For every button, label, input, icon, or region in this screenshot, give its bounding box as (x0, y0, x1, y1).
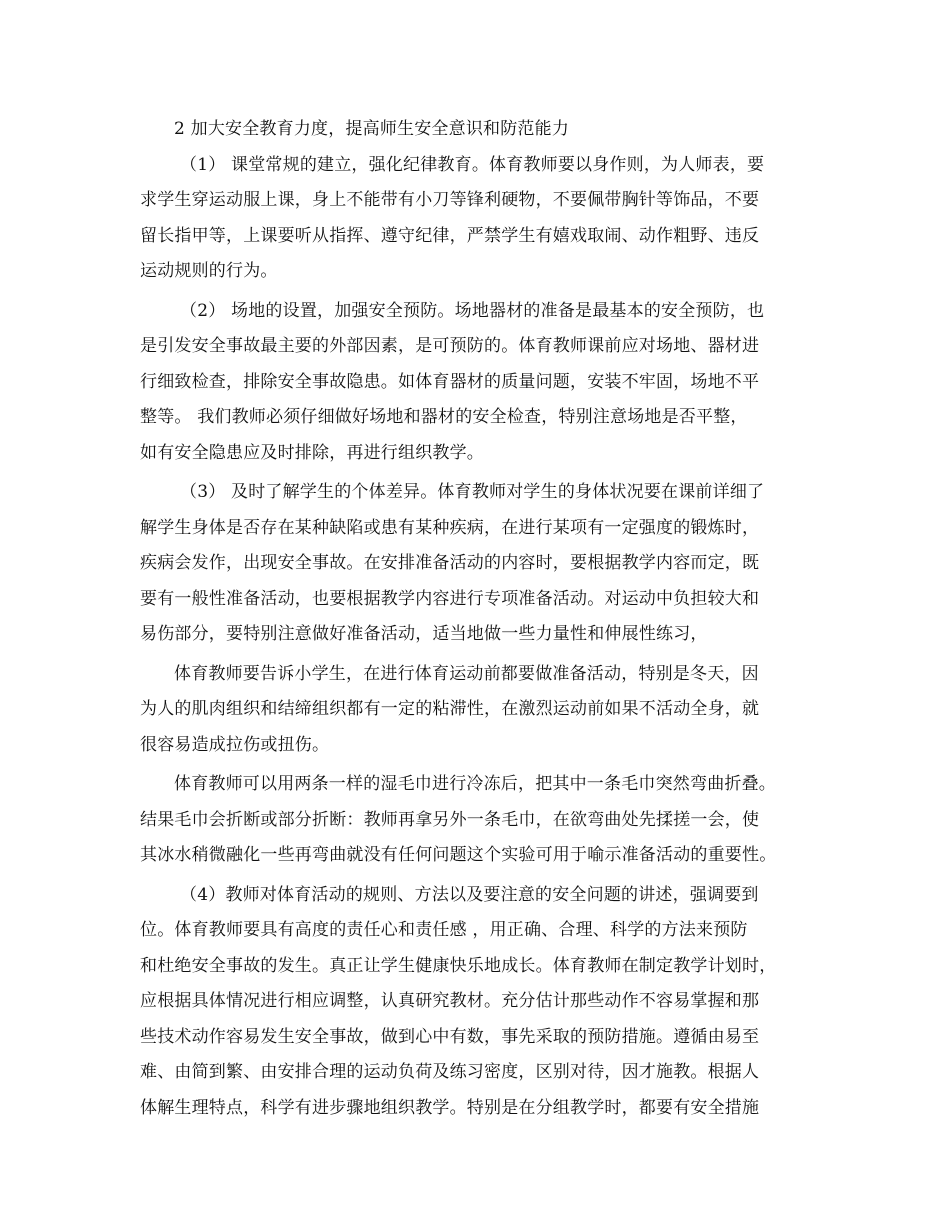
paragraph-2 (140, 294, 820, 472)
paragraph-line: 求学生穿运动服上课，身上不能带有小刀等锋利硬物，不要佩带胸针等饰品，不要 (140, 190, 760, 210)
paragraph-line: 些技术动作容易发生安全事故，做到心中有数，事先采取的预防措施。遵循由易至 (140, 1026, 760, 1047)
paragraph-line: 如有安全隐患应及时排除，再进行组织教学。 (140, 442, 484, 463)
paragraph-line: （1） 课堂常规的建立，强化纪律教育。体育教师要以身作则，为人师表，要 (180, 154, 765, 175)
paragraph-line: 应根据具体情况进行相应调整，认真研究教材。充分估计那些动作不容易掌握和那 (140, 991, 760, 1011)
paragraph-5 (140, 767, 820, 874)
paragraph-line: 疾病会发作，出现安全事故。在安排准备活动的内容时，要根据教学内容而定，既 (140, 553, 760, 573)
paragraph-4 (140, 657, 820, 764)
paragraph-6 (140, 878, 820, 1127)
paragraph-line: 整等。 我们教师必须仔细做好场地和器材的安全检查，特别注意场地是否平整， (140, 407, 748, 427)
paragraph-line: 运动规则的行为。 (140, 261, 278, 281)
paragraph-line: 很容易造成拉伤或扭伤。 (140, 734, 330, 755)
paragraph-line: （2） 场地的设置，加强安全预防。场地器材的准备是最基本的安全预防，也 (180, 300, 765, 321)
paragraph-line: 体育教师要告诉小学生，在进行体育运动前都要做准备活动，特别是冬天，因 (174, 663, 759, 684)
paragraph-line: 体育教师可以用两条一样的湿毛巾进行冷冻后，把其中一条毛巾突然弯曲折叠。 (174, 774, 776, 794)
paragraph-line: 要有一般性准备活动，也要根据教学内容进行专项准备活动。对运动中负担较大和 (140, 588, 760, 609)
paragraph-line: 易伤部分，要特别注意做好准备活动，适当地做一些力量性和伸展性练习， (140, 624, 708, 644)
paragraph-line: 难、由简到繁、由安排合理的运动负荷及练习密度，区别对待，因才施教。根据人 (140, 1062, 760, 1082)
document-body (140, 112, 820, 1126)
paragraph-line: 其冰水稍微融化一些再弯曲就没有任何问题这个实验可用于喻示准备活动的重要性。 (140, 845, 777, 865)
paragraph-line: 结果毛巾会折断或部分折断：教师再拿另外一条毛巾，在欲弯曲处先揉搓一会，使 (140, 809, 760, 830)
paragraph-line: 体解生理特点，科学有进步骤地组织教学。特别是在分组教学时，都要有安全措施 (140, 1097, 760, 1118)
section-title: 2 加大安全教育力度，提高师生安全意识和防范能力 (174, 119, 570, 139)
paragraph-line: （3） 及时了解学生的个体差异。体育教师对学生的身体状况要在课前详细了 (180, 482, 765, 502)
paragraph-line: 位。体育教师要具有高度的责任心和责任感 ，用正确、合理、科学的方法来预防 (140, 920, 748, 940)
paragraph-line: 留长指甲等，上课要听从指挥、遵守纪律，严禁学生有嬉戏取闹、动作粗野、违反 (140, 225, 760, 246)
paragraph-line: 是引发安全事故最主要的外部因素，是可预防的。体育教师课前应对场地、器材进 (140, 336, 760, 356)
paragraph-line: 解学生身体是否存在某种缺陷或患有某种疾病，在进行某项有一定强度的锻炼时， (140, 517, 760, 538)
paragraph-line: 为人的肌肉组织和结缔组织都有一定的粘滞性，在激烈运动前如果不活动全身，就 (140, 699, 760, 719)
paragraph-line: 和杜绝安全事故的发生。真正让学生健康快乐地成长。体育教师在制定教学计划时， (140, 955, 777, 976)
paragraph-line: 行细致检查，排除安全事故隐患。如体育器材的质量问题，安装不牢固，场地不平 (140, 371, 760, 392)
paragraph-1 (140, 148, 820, 290)
paragraph-line: （4）教师对体育活动的规则、方法以及要注意的安全问题的讲述，强调要到 (180, 884, 759, 905)
paragraph-3 (140, 475, 820, 653)
